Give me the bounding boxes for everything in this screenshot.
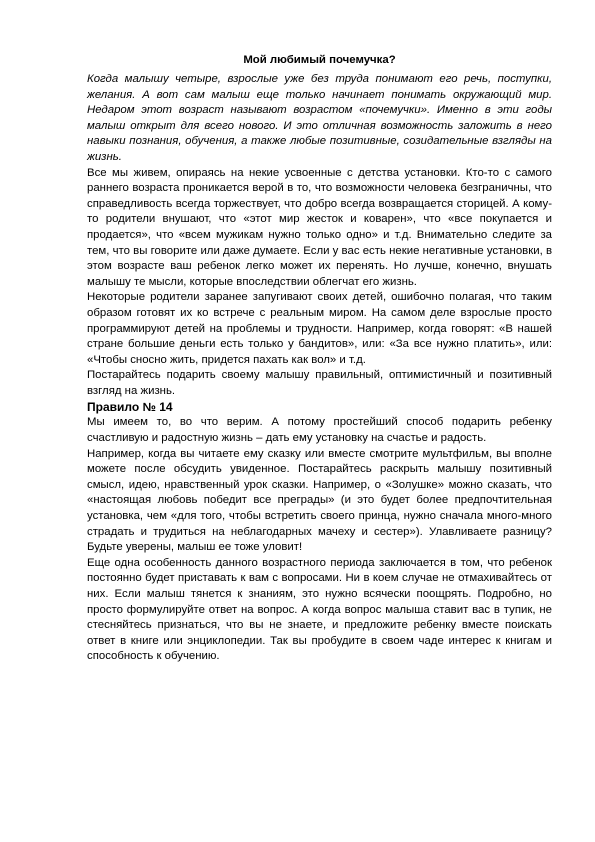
paragraph: Постарайтесь подарить своему малышу правильный, оптимистичный и позитивный взгляд на жизнь. [87, 369, 552, 397]
intro-paragraph: Когда малышу четыре, взрослые уже без труда понимают его речь, поступки, желания. А вот сам малыш еще только начинает понимать окружающий мир. Недаром этот возраст называют возрастом «почемучки». Именно в эти годы малыш открыт для всего нового. И это отличная возможность заложить в него навыки познания, обучения, а также любые позитивные, созидательные взгляды на жизнь. [87, 73, 552, 163]
rule-heading: Правило № 14 [87, 400, 173, 415]
paragraph: Все мы живем, опираясь на некие усвоенные с детства установки. Кто-то с самого раннего возраста проникается верой в то, что возможности человека безграничны, что справедливость всегда торжествует, что добро всегда возвращается сторицей. А кому-то родители внушают, что «этот мир жесток и коварен», что «все покупается и продается», что «всем мужикам нужно только одно» и т.д. Внимательно следите за тем, что вы говорите или даже думаете. Если у вас есть некие негативные установки, в этом возрасте ваш ребенок легко может их перенять. Но лучше, конечно, внушать малышу те мысли, которые впоследствии облегчат его жизнь. [87, 166, 552, 288]
paragraph: Например, когда вы читаете ему сказку или вместе смотрите мультфильм, вы вполне можете после обсудить увиденное. Постарайтесь раскрыть малышу позитивный смысл, идею, нравственный урок сказки. Например, о «Золушке» можно сказать, что «настоящая любовь победит все преграды» (и это будет более предпочтительная установка, чем «для того, чтобы встретить своего принца, нужно сначала много-много страдать и трудиться на неблагодарных мачеху и сестер»). Улавливаете разницу? Будьте уверены, малыш ее тоже уловит! [87, 447, 552, 554]
paragraph: Мы имеем то, во что верим. А потому простейший способ подарить ребенку счастливую и радостную жизнь – дать ему установку на счастье и радость. [87, 416, 552, 445]
paragraph: Некоторые родители заранее запугивают своих детей, ошибочно полагая, что таким образом готовят их ко встрече с реальным миром. На самом деле взрослые просто программируют детей на проблемы и трудности. Например, когда говорят: «В нашей стране большие деньги есть только у бандитов», или: «За все нужно платить», или: «Чтобы сносно жить, придется пахать как вол» и т.д. [87, 291, 552, 366]
document-title: Мой любимый почемучка? [243, 54, 396, 66]
paragraph: Еще одна особенность данного возрастного периода заключается в том, что ребенок постоянно будет приставать к вам с вопросами. Ни в коем случае не отмахивайтесь от них. Если малыш тянется к знаниям, это нужно всячески поощрять. Подробно, но просто формулируйте ответ на вопрос. А когда вопрос малыша ставит вас в тупик, не стесняйтесь признаться, что вы не знаете, и предложите ребенку вместе поискать ответ в книге или энциклопедии. Так вы пробудите в своем чаде интерес к книгам и способность к обучению. [87, 556, 552, 663]
document-body [87, 52, 552, 665]
